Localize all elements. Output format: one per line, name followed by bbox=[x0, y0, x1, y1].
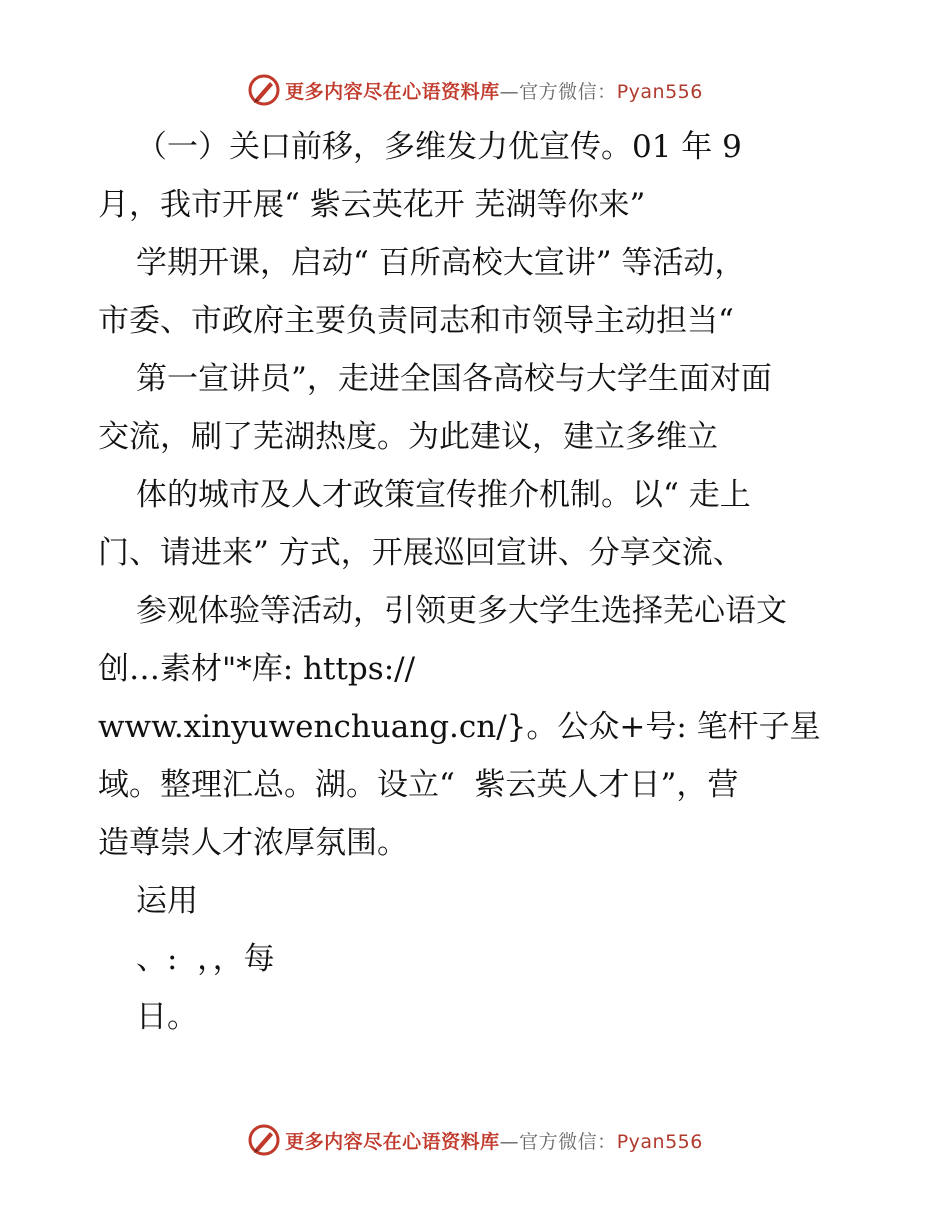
text-line: （一）关口前移，多维发力优宣传。01 年 9 bbox=[136, 129, 742, 165]
banner-wechat-id: Pyan556 bbox=[616, 1130, 703, 1153]
banner-title: 更多内容尽在心语资料库 bbox=[285, 1130, 500, 1153]
text-line: 域。整理汇总。湖。设立“ 紫云英人才日”，营 bbox=[98, 767, 739, 803]
text-line: 运用 bbox=[136, 883, 198, 919]
text-line: 、: ，，每 bbox=[136, 941, 275, 977]
banner-dash: — bbox=[499, 80, 520, 103]
text-line: 日。 bbox=[136, 999, 198, 1035]
text-line: 体的城市及人才政策宣传推介机制。以“ 走上 bbox=[136, 477, 751, 513]
banner-wechat-label: 官方微信： bbox=[519, 80, 617, 103]
text-line: 学期开课，启动“ 百所高校大宣讲” 等活动， bbox=[136, 245, 746, 281]
text-line: 门、请进来” 方式，开展巡回宣讲、分享交流、 bbox=[98, 535, 744, 571]
text-line: 创…素材"*库: https:// bbox=[98, 651, 416, 687]
text-line: www.xinyuwenchuang.cn/}。公众+号: 笔杆子星 bbox=[98, 709, 821, 745]
banner-wechat-id: Pyan556 bbox=[616, 80, 703, 103]
text-line: 第一宣讲员”，走进全国各高校与大学生面对面 bbox=[136, 361, 772, 397]
document-body bbox=[98, 118, 858, 1046]
banner-wechat-label: 官方微信： bbox=[519, 1130, 617, 1153]
text-line: 交流，刷了芜湖热度。为此建议，建立多维立 bbox=[98, 419, 718, 455]
banner-title: 更多内容尽在心语资料库 bbox=[285, 80, 500, 103]
banner-dash: — bbox=[499, 1130, 520, 1153]
text-line: 参观体验等活动，引领更多大学生选择芜心语文 bbox=[136, 593, 787, 629]
text-line: 月，我市开展“ 紫云英花开 芜湖等你来” bbox=[98, 187, 646, 223]
header-watermark bbox=[0, 70, 950, 110]
pen-logo-icon bbox=[247, 73, 281, 107]
text-line: 造尊崇人才浓厚氛围。 bbox=[98, 825, 408, 861]
pen-logo-icon bbox=[247, 1123, 281, 1157]
footer-watermark bbox=[0, 1120, 950, 1160]
text-line: 市委、市政府主要负责同志和市领导主动担当“ bbox=[98, 303, 734, 339]
